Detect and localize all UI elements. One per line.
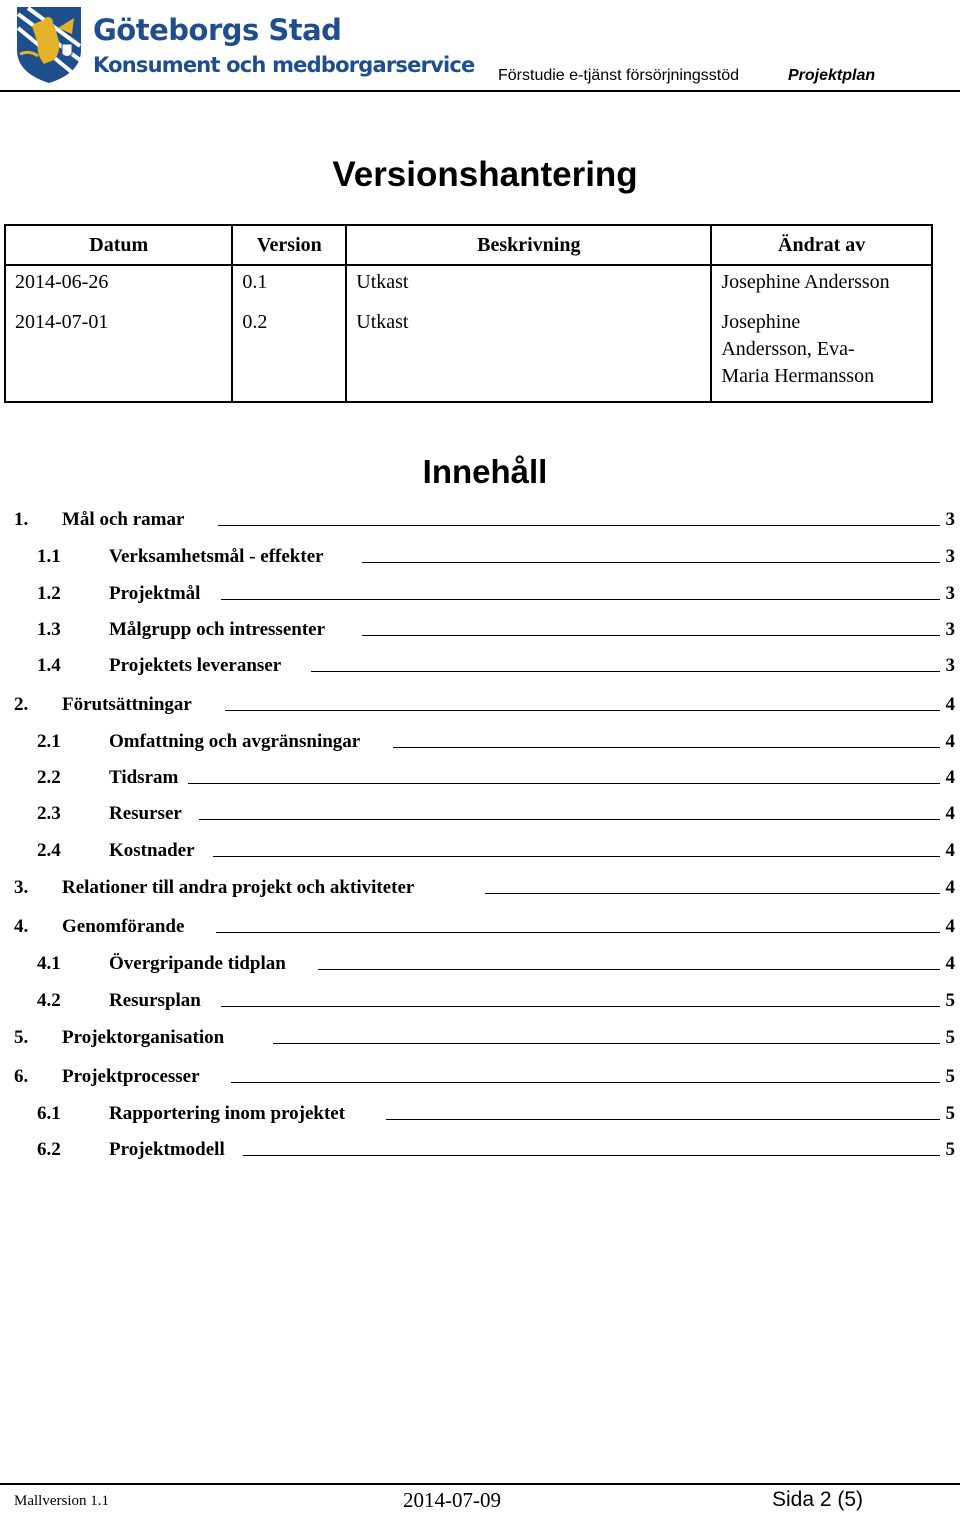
- toc-entry-number: 1.: [14, 509, 29, 530]
- toc-entry-page: 3: [945, 619, 955, 640]
- toc-entry-label: Resursplan: [109, 990, 201, 1011]
- toc-leader-line: [485, 893, 940, 894]
- toc-entry-label: Övergripande tidplan: [109, 953, 286, 974]
- toc-entry[interactable]: [0, 653, 960, 679]
- table-row: [5, 306, 932, 402]
- toc-entry[interactable]: [0, 988, 960, 1014]
- cell-version: 0.2: [232, 306, 346, 402]
- toc-entry[interactable]: [0, 617, 960, 643]
- toc-entry-page: 3: [945, 583, 955, 604]
- toc-entry-page: 4: [945, 767, 955, 788]
- toc-leader-line: [218, 525, 940, 526]
- toc-entry-label: Verksamhetsmål - effekter: [109, 546, 324, 567]
- toc-entry[interactable]: [0, 1064, 960, 1090]
- toc-entry-number: 4.1: [37, 953, 61, 974]
- toc-entry[interactable]: [0, 1101, 960, 1127]
- toc-entry-page: 4: [945, 840, 955, 861]
- column-header-changed-by: Ändrat av: [711, 225, 932, 265]
- toc-entry-page: 3: [945, 546, 955, 567]
- toc-entry-page: 3: [945, 509, 955, 530]
- toc-entry-number: 2.3: [37, 803, 61, 824]
- toc-entry[interactable]: [0, 507, 960, 533]
- page-header: [0, 0, 960, 92]
- version-history-heading: Versionshantering: [332, 155, 638, 194]
- column-header-version: Version: [232, 225, 346, 265]
- toc-leader-line: [231, 1082, 940, 1083]
- toc-entry[interactable]: [0, 765, 960, 791]
- toc-entry-page: 4: [945, 953, 955, 974]
- toc-leader-line: [221, 599, 940, 600]
- toc-entry-page: 5: [945, 1027, 955, 1048]
- organization-unit: Konsument och medborgarservice: [93, 53, 475, 77]
- toc-entry-label: Projektets leveranser: [109, 655, 282, 676]
- toc-leader-line: [362, 635, 940, 636]
- toc-entry[interactable]: [0, 544, 960, 570]
- toc-entry-number: 1.1: [37, 546, 61, 567]
- toc-entry-label: Förutsättningar: [62, 694, 192, 715]
- changed-by-line: Andersson, Eva-: [721, 338, 855, 360]
- toc-entry-page: 5: [945, 1103, 955, 1124]
- toc-entry-number: 1.2: [37, 583, 61, 604]
- toc-entry[interactable]: [0, 692, 960, 718]
- cell-description: Utkast: [346, 306, 711, 402]
- column-header-description: Beskrivning: [346, 225, 711, 265]
- toc-entry-number: 1.3: [37, 619, 61, 640]
- toc-leader-line: [273, 1043, 940, 1044]
- toc-entry-label: Kostnader: [109, 840, 195, 861]
- toc-entry-page: 5: [945, 990, 955, 1011]
- toc-entry[interactable]: [0, 801, 960, 827]
- toc-entry-page: 4: [945, 694, 955, 715]
- toc-entry-page: 3: [945, 655, 955, 676]
- toc-entry-label: Projektorganisation: [62, 1027, 225, 1048]
- version-history-table: [4, 224, 933, 403]
- toc-entry-number: 2.: [14, 694, 29, 715]
- coat-of-arms-logo-icon: [14, 4, 84, 84]
- toc-entry-label: Målgrupp och intressenter: [109, 619, 326, 640]
- toc-entry-number: 2.2: [37, 767, 61, 788]
- toc-leader-line: [362, 562, 940, 563]
- cell-description: Utkast: [346, 265, 711, 306]
- footer-date: 2014-07-09: [403, 1488, 501, 1512]
- toc-entry-number: 6.2: [37, 1139, 61, 1160]
- cell-changed-by: Josephine Andersson: [711, 265, 932, 306]
- toc-entry-label: Tidsram: [109, 767, 179, 788]
- cell-date: 2014-06-26: [5, 265, 232, 306]
- toc-leader-line: [188, 783, 940, 784]
- page-number: Sida 2 (5): [772, 1488, 864, 1511]
- toc-entry[interactable]: [0, 581, 960, 607]
- toc-entry-label: Omfattning och avgränsningar: [109, 731, 361, 752]
- column-header-date: Datum: [5, 225, 232, 265]
- toc-entry-number: 6.1: [37, 1103, 61, 1124]
- changed-by-line: Maria Hermansson: [721, 365, 875, 387]
- toc-entry-number: 4.: [14, 916, 29, 937]
- toc-leader-line: [311, 671, 940, 672]
- toc-entry[interactable]: [0, 951, 960, 977]
- toc-entry[interactable]: [0, 875, 960, 901]
- toc-entry-number: 1.4: [37, 655, 61, 676]
- toc-entry-number: 5.: [14, 1027, 29, 1048]
- toc-leader-line: [221, 1006, 940, 1007]
- toc-entry-label: Genomförande: [62, 916, 185, 937]
- toc-leader-line: [386, 1119, 940, 1120]
- toc-entry-page: 4: [945, 877, 955, 898]
- cell-changed-by: [711, 306, 932, 402]
- toc-entry-label: Projektprocesser: [62, 1066, 200, 1087]
- footer-divider: [0, 1483, 960, 1485]
- toc-entry-label: Resurser: [109, 803, 182, 824]
- document-type: Projektplan: [788, 67, 876, 84]
- toc-leader-line: [216, 932, 940, 933]
- toc-entry-number: 2.1: [37, 731, 61, 752]
- toc-entry-page: 4: [945, 916, 955, 937]
- header-divider: [0, 90, 960, 92]
- toc-entry-number: 4.2: [37, 990, 61, 1011]
- toc-entry-page: 4: [945, 731, 955, 752]
- toc-entry-label: Projektmodell: [109, 1139, 225, 1160]
- toc-leader-line: [213, 856, 940, 857]
- toc-entry-page: 4: [945, 803, 955, 824]
- table-header-row: [5, 225, 932, 265]
- cell-date: 2014-07-01: [5, 306, 232, 402]
- toc-entry-label: Projektmål: [109, 583, 201, 604]
- toc-entry-number: 3.: [14, 877, 29, 898]
- toc-leader-line: [225, 710, 940, 711]
- toc-entry[interactable]: [0, 1137, 960, 1163]
- toc-entry[interactable]: [0, 1025, 960, 1051]
- toc-leader-line: [243, 1155, 940, 1156]
- toc-entry-page: 5: [945, 1139, 955, 1160]
- toc-entry-label: Mål och ramar: [62, 509, 185, 530]
- table-row: [5, 265, 932, 306]
- toc-entry[interactable]: [0, 914, 960, 940]
- toc-leader-line: [199, 819, 940, 820]
- toc-leader-line: [318, 969, 940, 970]
- toc-leader-line: [393, 747, 940, 748]
- toc-entry-label: Rapportering inom projektet: [109, 1103, 346, 1124]
- cell-version: 0.1: [232, 265, 346, 306]
- organization-name: Göteborgs Stad: [93, 13, 342, 47]
- toc-entry-number: 6.: [14, 1066, 29, 1087]
- toc-entry-number: 2.4: [37, 840, 61, 861]
- changed-by-line: Josephine: [721, 311, 801, 333]
- toc-entry-page: 5: [945, 1066, 955, 1087]
- document-title: Förstudie e-tjänst försörjningsstöd: [498, 67, 739, 84]
- toc-entry[interactable]: [0, 729, 960, 755]
- toc-heading: Innehåll: [422, 453, 548, 490]
- template-version: Mallversion 1.1: [14, 1493, 109, 1509]
- toc-entry[interactable]: [0, 838, 960, 864]
- toc-entry-label: Relationer till andra projekt och aktiviteter: [62, 877, 415, 898]
